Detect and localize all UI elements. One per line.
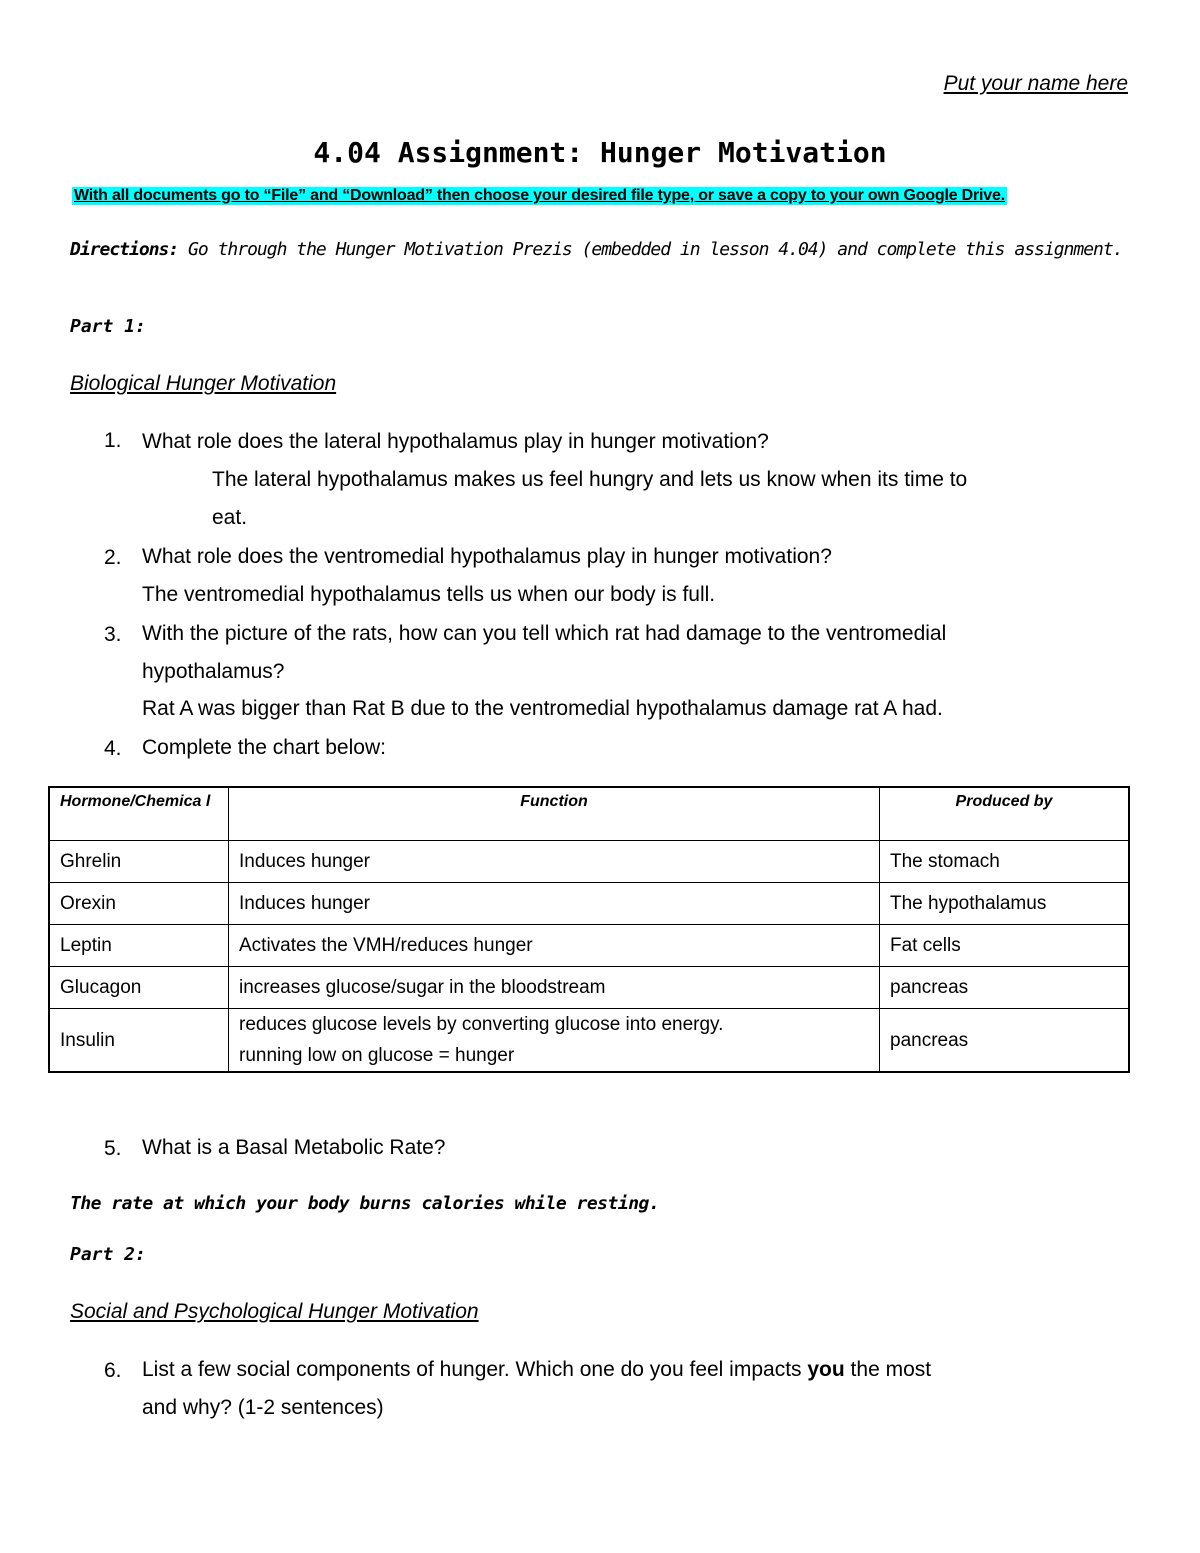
question-4-text: Complete the chart below:: [142, 736, 386, 759]
directions-paragraph: [70, 235, 1130, 264]
part-2-label: Part 2:: [70, 1244, 146, 1265]
question-6-text-line2: and why? (1-2 sentences): [142, 1396, 384, 1419]
question-3-number: 3.: [104, 623, 122, 646]
table-row: [49, 967, 1129, 1009]
question-3-text-line1: With the picture of the rats, how can you tell which rat had damage to the ventromedial: [142, 622, 947, 645]
part-1-label: Part 1:: [70, 316, 146, 337]
question-6-number: 6.: [104, 1359, 122, 1382]
chart-header-function: Function: [229, 787, 880, 841]
chart-cell-hormone[interactable]: Ghrelin: [49, 841, 229, 883]
chart-cell-produced-by[interactable]: Fat cells: [880, 925, 1130, 967]
question-1-number: 1.: [104, 429, 122, 452]
directions-text: Go through the Hunger Motivation Prezis (embedded in lesson 4.04) and complete this assignment.: [178, 239, 1123, 260]
answer-5[interactable]: The rate at which your body burns calories while resting.: [70, 1193, 660, 1214]
student-name-placeholder[interactable]: Put your name here: [943, 72, 1128, 95]
chart-cell-hormone[interactable]: Orexin: [49, 883, 229, 925]
question-6-text-b: the most: [844, 1358, 932, 1381]
chart-cell-function-line2: running low on glucose = hunger: [239, 1045, 515, 1066]
chart-cell-produced-by[interactable]: pancreas: [880, 1009, 1130, 1073]
question-2-number: 2.: [104, 546, 122, 569]
question-4-number: 4.: [104, 737, 122, 760]
chart-cell-hormone[interactable]: Insulin: [49, 1009, 229, 1073]
chart-cell-function[interactable]: Induces hunger: [229, 883, 880, 925]
chart-cell-function[interactable]: Induces hunger: [229, 841, 880, 883]
table-row: [49, 1009, 1129, 1073]
directions-label: Directions:: [70, 239, 179, 260]
answer-1-line1[interactable]: The lateral hypothalamus makes us feel hungry and lets us know when its time to: [212, 468, 968, 491]
question-5-number: 5.: [104, 1137, 122, 1160]
chart-header-hormone: Hormone/Chemica l: [49, 787, 229, 841]
question-5-text: What is a Basal Metabolic Rate?: [142, 1136, 446, 1159]
table-row: [49, 883, 1129, 925]
question-1-text: What role does the lateral hypothalamus play in hunger motivation?: [142, 430, 769, 453]
chart-cell-hormone[interactable]: Glucagon: [49, 967, 229, 1009]
chart-cell-function[interactable]: Activates the VMH/reduces hunger: [229, 925, 880, 967]
download-notice: With all documents go to “File” and “Download” then choose your desired file type, or save a copy to your own Google Drive.: [74, 187, 1005, 204]
assignment-title: 4.04 Assignment: Hunger Motivation: [313, 136, 887, 169]
question-6-text-line1: [142, 1351, 931, 1389]
chart-cell-function[interactable]: increases glucose/sugar in the bloodstream: [229, 967, 880, 1009]
hormone-chart: [48, 786, 1130, 1073]
chart-cell-function-line1: reduces glucose levels by converting glucose into energy.: [239, 1014, 724, 1035]
question-6-emphasis: you: [807, 1358, 845, 1381]
table-row: [49, 925, 1129, 967]
question-3-text-line2: hypothalamus?: [142, 660, 285, 683]
section-social-heading: Social and Psychological Hunger Motivation: [70, 1300, 479, 1323]
section-biological-heading: Biological Hunger Motivation: [70, 372, 337, 395]
answer-3[interactable]: Rat A was bigger than Rat B due to the ventromedial hypothalamus damage rat A had.: [142, 697, 943, 720]
chart-cell-produced-by[interactable]: pancreas: [880, 967, 1130, 1009]
chart-cell-produced-by[interactable]: The hypothalamus: [880, 883, 1130, 925]
chart-header-row: [49, 787, 1129, 841]
table-row: [49, 841, 1129, 883]
question-2-text: What role does the ventromedial hypothalamus play in hunger motivation?: [142, 545, 832, 568]
answer-2[interactable]: The ventromedial hypothalamus tells us when our body is full.: [142, 583, 716, 606]
question-6-text-a: List a few social components of hunger. Which one do you feel impacts: [142, 1358, 808, 1381]
chart-cell-function[interactable]: [229, 1009, 880, 1073]
answer-1-line2[interactable]: eat.: [212, 506, 248, 529]
chart-cell-hormone[interactable]: Leptin: [49, 925, 229, 967]
chart-cell-produced-by[interactable]: The stomach: [880, 841, 1130, 883]
chart-header-produced-by: Produced by: [880, 787, 1130, 841]
